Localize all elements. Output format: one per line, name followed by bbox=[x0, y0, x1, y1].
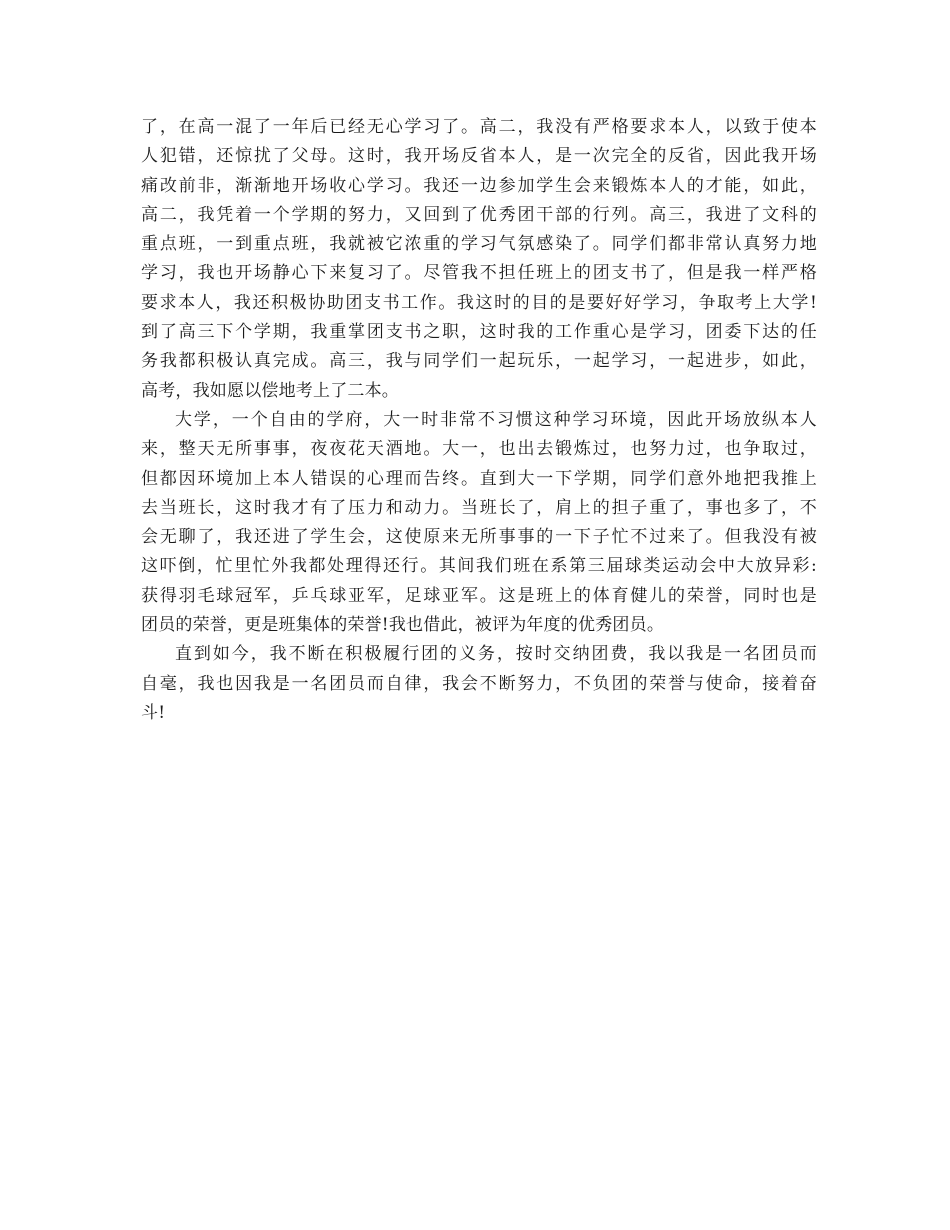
text-line: 自毫，我也因我是一名团员而自律，我会不断努力，不负团的荣誉与使命，接着奋 bbox=[141, 673, 817, 694]
text-line: 到了高三下个学期，我重掌团支书之职，这时我的工作重心是学习，团委下达的任 bbox=[141, 322, 817, 343]
text-line: 来，整天无所事事，夜夜花天酒地。大一，也出去锻炼过，也努力过，也争取过， bbox=[141, 439, 817, 460]
text-line: 获得羽毛球冠军，乒乓球亚军，足球亚军。这是班上的体育健儿的荣誉，同时也是 bbox=[141, 585, 817, 606]
text-line: 要求本人，我还积极协助团支书工作。我这时的目的是要好好学习，争取考上大学! bbox=[141, 292, 817, 313]
text-line: 高二，我凭着一个学期的努力，又回到了优秀团干部的行列。高三，我进了文科的 bbox=[141, 204, 817, 225]
text-line: 务我都积极认真完成。高三，我与同学们一起玩乐，一起学习，一起进步，如此， bbox=[141, 351, 817, 372]
text-line: 会无聊了，我还进了学生会，这使原来无所事事的一下子忙不过来了。但我没有被 bbox=[141, 527, 817, 548]
text-line: 斗! bbox=[141, 702, 166, 723]
text-line: 了，在高一混了一年后已经无心学习了。高二，我没有严格要求本人，以致于使本 bbox=[141, 117, 817, 137]
text-line: 痛改前非，渐渐地开场收心学习。我还一边参加学生会来锻炼本人的才能，如此， bbox=[141, 175, 817, 196]
text-line: 团员的荣誉，更是班集体的荣誉!我也借此，被评为年度的优秀团员。 bbox=[141, 615, 665, 636]
text-line: 去当班长，这时我才有了压力和动力。当班长了，肩上的担子重了，事也多了，不 bbox=[141, 497, 817, 518]
text-line: 直到如今，我不断在积极履行团的义务，按时交纳团费，我以我是一名团员而 bbox=[175, 644, 817, 665]
text-line: 重点班，一到重点班，我就被它浓重的学习气氛感染了。同学们都非常认真努力地 bbox=[141, 234, 817, 255]
text-line: 但都因环境加上本人错误的心理而告终。直到大一下学期，同学们意外地把我推上 bbox=[141, 468, 817, 489]
text-line: 大学，一个自由的学府，大一时非常不习惯这种学习环境，因此开场放纵本人 bbox=[175, 409, 817, 430]
text-line: 人犯错，还惊扰了父母。这时，我开场反省本人，是一次完全的反省，因此我开场 bbox=[141, 146, 817, 167]
text-line: 这吓倒，忙里忙外我都处理得还行。其间我们班在系第三届球类运动会中大放异彩: bbox=[141, 556, 817, 577]
text-line: 学习，我也开场静心下来复习了。尽管我不担任班上的团支书了，但是我一样严格 bbox=[141, 263, 817, 284]
text-line: 高考，我如愿以偿地考上了二本。 bbox=[141, 380, 399, 401]
document-body bbox=[141, 113, 817, 728]
